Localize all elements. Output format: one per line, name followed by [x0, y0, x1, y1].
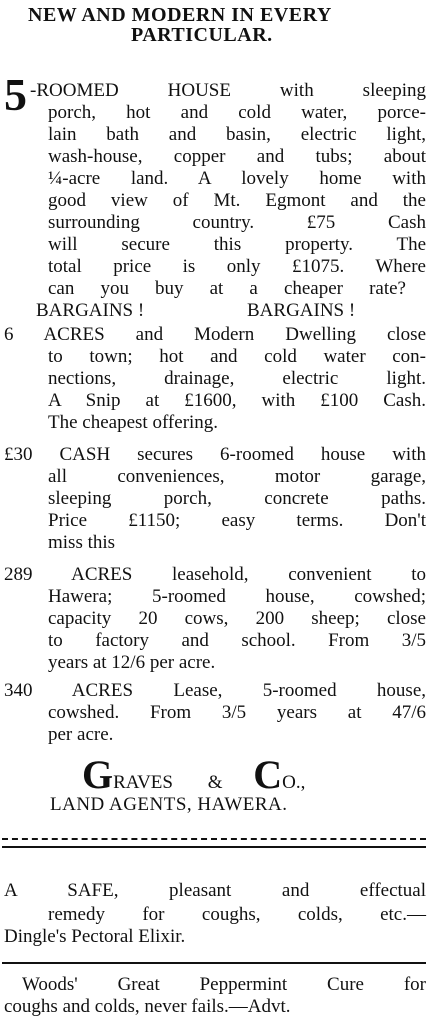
- agent-initial-g: G: [82, 752, 114, 797]
- peppermint-ad-line: coughs and colds, never fails.—Advt.: [4, 996, 291, 1017]
- agent-name-rest: RAVES: [113, 772, 173, 793]
- listing-1-line: -ROOMED HOUSE with sleeping: [30, 80, 426, 101]
- listing-4-line: to factory and school. From 3/5: [48, 630, 426, 651]
- listing-4-line: Hawera; 5-roomed house, cowshed;: [48, 586, 426, 607]
- elixir-ad-line: A SAFE, pleasant and effectual: [4, 880, 426, 901]
- listing-1-line: wash-house, copper and tubs; about: [48, 146, 426, 167]
- dashed-divider: [2, 838, 426, 840]
- listing-1-drop-numeral: 5: [4, 69, 27, 120]
- listing-4-line: capacity 20 cows, 200 sheep; close: [48, 608, 426, 629]
- elixir-ad-line: remedy for coughs, colds, etc.—: [48, 904, 426, 925]
- listing-1-line: can you buy at a cheaper rate?: [48, 278, 406, 299]
- listing-2-line: The cheapest offering.: [48, 412, 219, 433]
- bargains-left: BARGAINS !: [36, 300, 145, 321]
- listing-5-line: cowshed. From 3/5 years at 47/6: [48, 702, 426, 723]
- peppermint-ad-line: Woods' Great Peppermint Cure for: [22, 974, 426, 995]
- agent-ampersand: &: [207, 772, 223, 793]
- header-line-2: PARTICULAR.: [131, 24, 273, 46]
- listing-2-line: nections, drainage, electric light.: [48, 368, 426, 389]
- listing-1-line: good view of Mt. Egmont and the: [48, 190, 426, 211]
- listing-1-line: lain bath and basin, electric light,: [48, 124, 426, 145]
- listing-3-line: sleeping porch, concrete paths.: [48, 488, 426, 509]
- listing-2-line: A Snip at £1600, with £100 Cash.: [48, 390, 426, 411]
- listing-2-line: 6 ACRES and Modern Dwelling close: [4, 324, 426, 345]
- divider-rule: [2, 846, 426, 848]
- listing-1-line: surrounding country. £75 Cash: [48, 212, 426, 233]
- listing-1-line: total price is only £1075. Where: [48, 256, 426, 277]
- agent-subtitle: LAND AGENTS, HAWERA.: [50, 794, 288, 815]
- bargains-right: BARGAINS !: [247, 300, 356, 321]
- listing-2-line: to town; hot and cold water con-: [48, 346, 426, 367]
- listing-3-line: all conveniences, motor garage,: [48, 466, 426, 487]
- agent-initial-c: C: [253, 752, 283, 797]
- listing-5-line: per acre.: [48, 724, 114, 745]
- listing-1-line: will secure this property. The: [48, 234, 426, 255]
- divider-rule: [2, 962, 426, 964]
- elixir-ad-line: Dingle's Pectoral Elixir.: [4, 926, 186, 947]
- listing-4-line: years at 12/6 per acre.: [48, 652, 216, 673]
- listing-1-line: ¼-acre land. A lovely home with: [48, 168, 426, 189]
- listing-4-line: 289 ACRES leasehold, convenient to: [4, 564, 426, 585]
- listing-5-line: 340 ACRES Lease, 5-roomed house,: [4, 680, 426, 701]
- header-line-1: NEW AND MODERN IN EVERY: [28, 4, 332, 26]
- agent-name: [82, 752, 305, 798]
- listing-1-line: porch, hot and cold water, porce-: [48, 102, 426, 123]
- listing-3-line: miss this: [48, 532, 116, 553]
- listing-3-line: £30 CASH secures 6-roomed house with: [4, 444, 426, 465]
- listing-3-line: Price £1150; easy terms. Don't: [48, 510, 426, 531]
- agent-co-rest: O.,: [282, 772, 306, 793]
